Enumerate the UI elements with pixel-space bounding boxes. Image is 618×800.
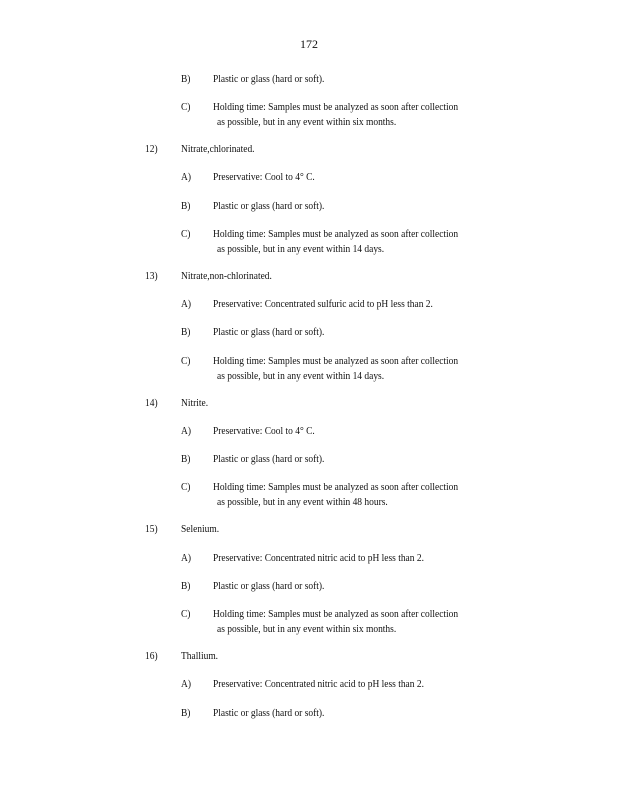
item-text: Holding time: Samples must be analyzed as soon after collection xyxy=(213,608,459,620)
item-letter: B) xyxy=(181,200,191,212)
item-text: Preservative: Concentrated nitric acid to pH less than 2. xyxy=(213,678,424,690)
item-letter: C) xyxy=(181,608,191,620)
item-text: Plastic or glass (hard or soft). xyxy=(213,453,325,465)
item-letter: C) xyxy=(181,481,191,493)
item-text-continuation: as possible, but in any event within six months. xyxy=(217,116,397,128)
section-number: 15) xyxy=(145,523,158,535)
item-letter: B) xyxy=(181,453,191,465)
item-letter: C) xyxy=(181,355,191,367)
item-letter: A) xyxy=(181,425,191,437)
item-letter: A) xyxy=(181,298,191,310)
item-letter: B) xyxy=(181,707,191,719)
item-text: Plastic or glass (hard or soft). xyxy=(213,707,325,719)
section-heading: Thallium. xyxy=(181,650,219,662)
item-text: Holding time: Samples must be analyzed as soon after collection xyxy=(213,228,459,240)
item-text-continuation: as possible, but in any event within six months. xyxy=(217,623,397,635)
item-text: Preservative: Concentrated sulfuric acid to pH less than 2. xyxy=(213,298,433,310)
section-number: 14) xyxy=(145,397,158,409)
item-letter: B) xyxy=(181,580,191,592)
item-letter: A) xyxy=(181,552,191,564)
item-text: Plastic or glass (hard or soft). xyxy=(213,200,325,212)
item-letter: B) xyxy=(181,73,191,85)
item-text-continuation: as possible, but in any event within 14 days. xyxy=(217,243,385,255)
section-heading: Nitrate,chlorinated. xyxy=(181,143,255,155)
item-text: Holding time: Samples must be analyzed as soon after collection xyxy=(213,481,459,493)
item-text: Preservative: Concentrated nitric acid to pH less than 2. xyxy=(213,552,424,564)
section-heading: Nitrate,non-chlorinated. xyxy=(181,270,272,282)
section-number: 12) xyxy=(145,143,158,155)
item-text: Preservative: Cool to 4° C. xyxy=(213,171,315,183)
section-number: 13) xyxy=(145,270,158,282)
section-heading: Selenium. xyxy=(181,523,220,535)
item-text: Plastic or glass (hard or soft). xyxy=(213,580,325,592)
item-text: Holding time: Samples must be analyzed as soon after collection xyxy=(213,101,459,113)
item-letter: A) xyxy=(181,171,191,183)
page-number: 172 xyxy=(300,37,318,51)
item-text-continuation: as possible, but in any event within 14 days. xyxy=(217,370,385,382)
item-letter: A) xyxy=(181,678,191,690)
item-text: Holding time: Samples must be analyzed as soon after collection xyxy=(213,355,459,367)
item-text: Plastic or glass (hard or soft). xyxy=(213,73,325,85)
section-heading: Nitrite. xyxy=(181,397,209,409)
item-text: Preservative: Cool to 4° C. xyxy=(213,425,315,437)
section-number: 16) xyxy=(145,650,158,662)
item-letter: C) xyxy=(181,228,191,240)
item-letter: B) xyxy=(181,326,191,338)
item-text-continuation: as possible, but in any event within 48 hours. xyxy=(217,496,388,508)
item-text: Plastic or glass (hard or soft). xyxy=(213,326,325,338)
item-letter: C) xyxy=(181,101,191,113)
